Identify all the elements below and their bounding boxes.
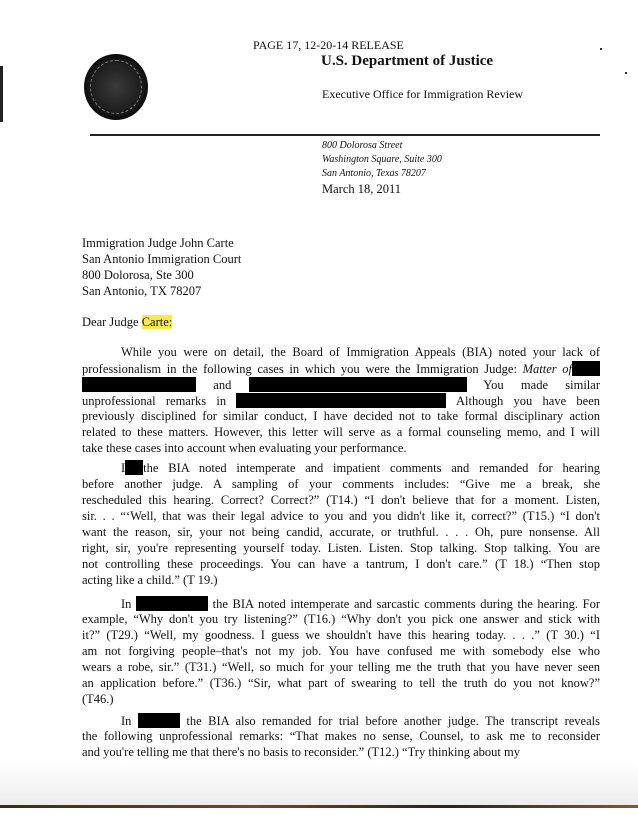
body-line (82, 628, 600, 644)
body-line (82, 644, 600, 660)
redaction-box (572, 361, 600, 376)
department-title: U.S. Department of Justice (321, 53, 494, 69)
body-line (82, 541, 600, 557)
redaction-box (249, 377, 467, 392)
text-segment: not controlling these proceedings. You can have a tantrum, I don't care.” (T 18.) “Then stop (82, 557, 600, 571)
body-line (82, 745, 600, 760)
office-name: Executive Office for Immigration Review (322, 87, 524, 101)
body-line (82, 525, 600, 541)
text-segment: am not forgiving people–that's not my job. You have confused me with somebody else who (82, 644, 600, 658)
body-line (82, 573, 600, 588)
body-line (121, 713, 600, 729)
text-segment: example, “Why don't you try listening?” (T16.) “Why don't you pick one answer and stick with (82, 612, 600, 626)
body-line (82, 729, 600, 745)
text-segment: previously disciplined for similar conduct, I have decided not to take formal disciplinary action (82, 409, 600, 423)
highlighted-name: Carte: (141, 315, 173, 329)
text-segment: I (121, 461, 126, 475)
text-segment: the BIA also remanded for trial before another judge. The transcript reveals (179, 714, 600, 728)
redaction-box (236, 393, 446, 408)
body-line (82, 676, 600, 692)
case-name-italic: Matter of (522, 362, 572, 376)
text-segment: professionalism in the following cases in which you were the Immigration Judge: (82, 362, 523, 376)
page-edge (0, 805, 638, 808)
text-segment: You made similar (466, 378, 600, 392)
text-segment: take these cases into account when evaluating your performance. (82, 441, 407, 455)
text-segment: right, sir, you're representing yourself today. Listen. Listen. Stop talking. Stop talking. You are (82, 541, 600, 555)
text-segment: Although you have been (446, 394, 600, 408)
body-line (82, 361, 600, 377)
redaction-box (138, 713, 180, 728)
body-line (82, 660, 600, 676)
text-segment: and (196, 378, 249, 392)
letterhead-divider (90, 134, 600, 136)
text-segment: and you're telling me that there's no basis to reconsider.” (T12.) “Try thinking about my (82, 745, 520, 759)
recipient-line: San Antonio, TX 78207 (82, 284, 202, 298)
body-line (82, 493, 600, 509)
body-line (82, 425, 600, 441)
body-line (82, 557, 600, 573)
redaction-box (125, 460, 143, 475)
text-segment: it?” (T29.) “Well, my goodness. I guess we shouldn't have this hearing today. . . .” (T 30.) “I (82, 628, 600, 642)
body-line (82, 477, 600, 493)
sender-address-line: San Antonio, Texas 78207 (322, 168, 426, 179)
scan-speck (600, 48, 602, 50)
redaction-box (136, 596, 208, 611)
letter-date: March 18, 2011 (322, 182, 402, 196)
text-segment: the BIA noted intemperate and sarcastic comments during the hearing. For (208, 597, 600, 611)
text-segment: acting like a child.” (T 19.) (82, 573, 218, 587)
text-segment: before another judge. A sampling of your comments includes: “Give me a break, she (82, 477, 600, 491)
text-segment: While you were on detail, the Board of Immigration Appeals (BIA) noted your lack of (121, 345, 600, 359)
text-segment: related to these matters. However, this letter will serve as a formal counseling memo, and I will (82, 425, 600, 439)
body-line (121, 596, 600, 612)
scan-speck (625, 72, 627, 74)
text-segment: In (121, 714, 138, 728)
body-line (82, 409, 600, 425)
text-segment: the following unprofessional remarks: “That makes no sense, Counsel, to ask me to reconsider (82, 729, 600, 743)
text-segment: sir. . . “‘Well, that was their legal advice to you and you didn't like it, correct?” (T15.) “I don't (82, 509, 600, 523)
sender-address-line: 800 Dolorosa Street (322, 140, 403, 151)
doj-seal-logo (84, 54, 148, 120)
text-segment: unprofessional remarks in (82, 394, 237, 408)
body-line (82, 393, 600, 409)
salutation-prefix: Dear Judge (82, 315, 142, 329)
sender-address-line: Washington Square, Suite 300 (322, 154, 442, 165)
text-segment: In (121, 597, 137, 611)
body-line (82, 692, 600, 707)
recipient-line: 800 Dolorosa, Ste 300 (82, 268, 194, 282)
redaction-box (82, 377, 196, 392)
text-segment: (T46.) (82, 692, 114, 706)
body-line (82, 612, 600, 628)
body-line (82, 377, 600, 393)
text-segment: an application before.” (T36.) “Sir, what part of swearing to tell the truth do you not know?” (82, 676, 600, 690)
text-segment: want the reason, sir, your not being candid, accurate, or truthful. . . . Oh, pure nonsense. All (82, 525, 600, 539)
recipient-line: San Antonio Immigration Court (82, 252, 242, 266)
body-line (82, 441, 600, 456)
text-segment: rescheduled this hearing. Correct? Correct?” (T14.) “I don't believe that for a moment. Listen, (82, 493, 600, 507)
body-line (82, 509, 600, 525)
text-segment: wears a robe, sir.” (T31.) “Well, so much for your telling me the truth that you have never seen (82, 660, 600, 674)
salutation (82, 315, 600, 330)
recipient-line: Immigration Judge John Carte (82, 236, 234, 250)
scan-artifact (0, 66, 3, 122)
text-segment: the BIA noted intemperate and impatient comments and remanded for hearing (143, 461, 600, 475)
body-line (121, 345, 600, 361)
body-line (121, 460, 600, 476)
release-stamp: PAGE 17, 12-20-14 RELEASE (253, 38, 404, 52)
